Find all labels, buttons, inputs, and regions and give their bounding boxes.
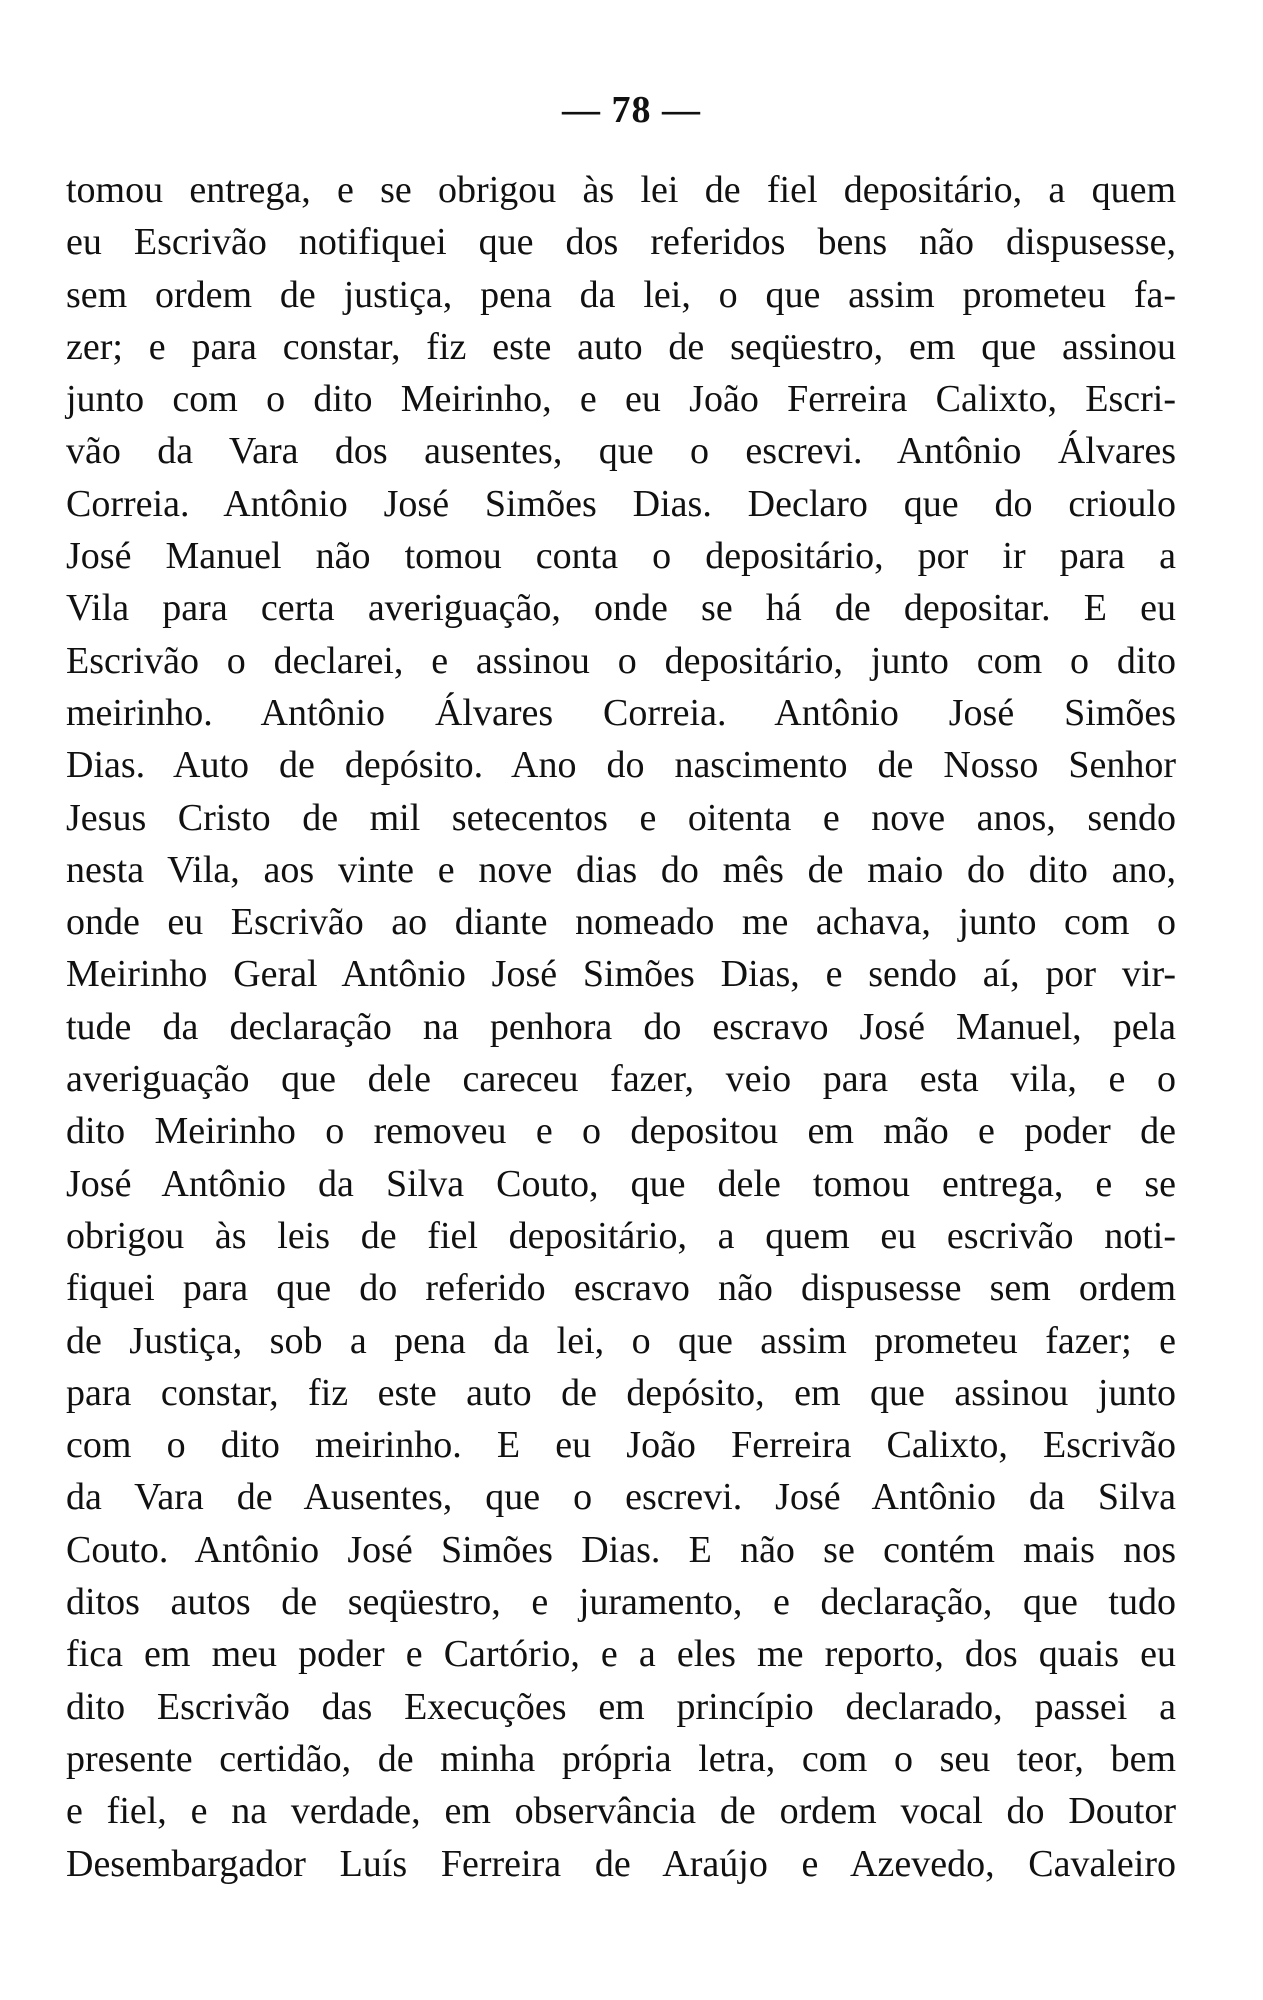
text-line: Vila para certa averiguação, onde se há de depositar. E eu [66, 587, 1176, 630]
text-line: Meirinho Geral Antônio José Simões Dias, e sendo aí, por vir- [66, 953, 1176, 996]
text-line: fiquei para que do referido escravo não dispusesse sem ordem [66, 1267, 1176, 1310]
text-line: e fiel, e na verdade, em observância de ordem vocal do Doutor [66, 1790, 1176, 1833]
text-line: zer; e para constar, fiz este auto de seqüestro, em que assinou [66, 325, 1176, 368]
body-text [66, 164, 1176, 1890]
text-line: fica em meu poder e Cartório, e a eles me reporto, dos quais eu [66, 1633, 1176, 1676]
page-number: — 78 — [562, 89, 701, 131]
text-line: averiguação que dele careceu fazer, veio para esta vila, e o [66, 1058, 1176, 1101]
text-line: José Antônio da Silva Couto, que dele tomou entrega, e se [66, 1162, 1176, 1205]
text-line: Correia. Antônio José Simões Dias. Declaro que do crioulo [66, 482, 1176, 525]
text-line: vão da Vara dos ausentes, que o escrevi. Antônio Álvares [66, 430, 1176, 473]
text-line: sem ordem de justiça, pena da lei, o que assim prometeu fa- [66, 273, 1176, 316]
text-line: tomou entrega, e se obrigou às lei de fiel depositário, a quem [66, 169, 1176, 211]
text-line: dito Escrivão das Execuções em princípio declarado, passei a [66, 1685, 1176, 1728]
text-line: Jesus Cristo de mil setecentos e oitenta e nove anos, sendo [66, 796, 1176, 839]
text-line: José Manuel não tomou conta o depositário, por ir para a [66, 535, 1176, 578]
text-line: de Justiça, sob a pena da lei, o que assim prometeu fazer; e [66, 1319, 1176, 1362]
text-line: para constar, fiz este auto de depósito, em que assinou junto [66, 1371, 1176, 1414]
text-line: Escrivão o declarei, e assinou o depositário, junto com o dito [66, 639, 1176, 682]
text-line: Couto. Antônio José Simões Dias. E não se contém mais nos [66, 1528, 1176, 1571]
text-line: presente certidão, de minha própria letra, com o seu teor, bem [66, 1737, 1176, 1780]
text-line: nesta Vila, aos vinte e nove dias do mês de maio do dito ano, [66, 848, 1176, 891]
text-line: meirinho. Antônio Álvares Correia. Antônio José Simões [66, 691, 1176, 734]
text-line: eu Escrivão notifiquei que dos referidos bens não dispusesse, [66, 221, 1176, 264]
text-line: junto com o dito Meirinho, e eu João Ferreira Calixto, Escri- [66, 378, 1176, 421]
text-line: Dias. Auto de depósito. Ano do nascimento de Nosso Senhor [66, 744, 1176, 787]
text-line: dito Meirinho o removeu e o depositou em mão e poder de [66, 1110, 1176, 1153]
text-line: ditos autos de seqüestro, e juramento, e declaração, que tudo [66, 1581, 1176, 1624]
text-line: da Vara de Ausentes, que o escrevi. José Antônio da Silva [66, 1476, 1176, 1519]
text-line: tude da declaração na penhora do escravo José Manuel, pela [66, 1005, 1176, 1048]
text-line: onde eu Escrivão ao diante nomeado me achava, junto com o [66, 901, 1176, 944]
text-line: obrigou às leis de fiel depositário, a quem eu escrivão noti- [66, 1214, 1176, 1257]
text-line: Desembargador Luís Ferreira de Araújo e Azevedo, Cavaleiro [66, 1842, 1176, 1885]
text-line: com o dito meirinho. E eu João Ferreira Calixto, Escrivão [66, 1424, 1176, 1467]
